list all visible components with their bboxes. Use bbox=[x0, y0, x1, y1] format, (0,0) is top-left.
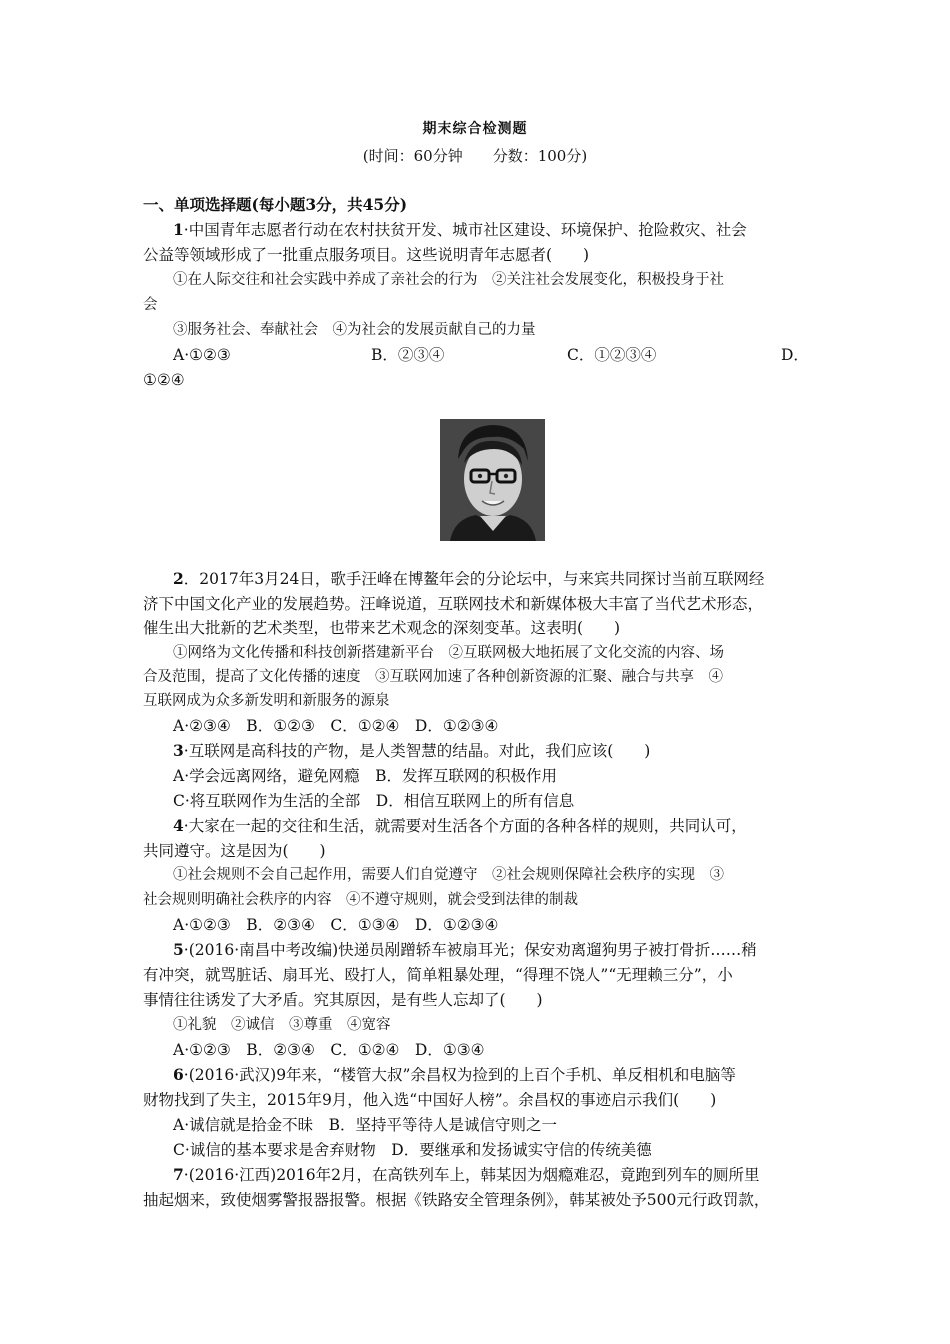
question-2-statement-cont-2: 互联网成为众多新发明和新服务的源泉 bbox=[143, 693, 390, 709]
question-5-stem: 5·(2016·南昌中考改编)快递员剐蹭轿车被扇耳光；保安劝离遛狗男子被打骨折……稍 bbox=[173, 940, 757, 959]
question-3-stem: 3·互联网是高科技的产物，是人类智慧的结晶。对此，我们应该( ) bbox=[173, 741, 651, 760]
question-7-stem: 7·(2016·江西)2016年2月，在高铁列车上，韩某因为烟瘾难忍，竟跑到列车的厕所里 bbox=[173, 1165, 760, 1184]
question-number: 3 bbox=[173, 741, 184, 760]
question-1-statement-2: ③服务社会、奉献社会 ④为社会的发展贡献自己的力量 bbox=[173, 322, 536, 338]
question-4-stem: 4·大家在一起的交往和生活，就需要对生活各个方面的各种各样的规则，共同认可， bbox=[173, 816, 747, 835]
question-2-stem: 2．2017年3月24日，歌手汪峰在博鳌年会的分论坛中，与来宾共同探讨当前互联网经 bbox=[173, 569, 765, 588]
question-2-stem-cont: 济下中国文化产业的发展趋势。汪峰说道，互联网技术和新媒体极大丰富了当代艺术形态， bbox=[143, 595, 764, 613]
option-d: D． bbox=[781, 346, 809, 364]
question-2-options: A·②③④ B．①②③ C．①②④ D．①②③④ bbox=[173, 717, 499, 735]
option-a: A·①②③ bbox=[173, 346, 231, 364]
question-2-statement-cont: 合及范围，提高了文化传播的速度 ③互联网加速了各种创新资源的汇聚、融合与共享 ④ bbox=[143, 669, 723, 685]
section-heading: 一、单项选择题(每小题3分，共45分) bbox=[143, 195, 408, 214]
question-5-options: A·①②③ B．②③④ C．①②④ D．①③④ bbox=[173, 1041, 485, 1059]
portrait-icon bbox=[440, 419, 545, 541]
exam-info: (时间：60分钟 分数：100分) bbox=[362, 147, 588, 165]
question-6-stem-cont: 财物找到了失主，2015年9月，他入选“中国好人榜”。余昌权的事迹启示我们( ) bbox=[143, 1091, 717, 1109]
question-2-stem-cont-2: 催生出大批新的艺术类型，也带来艺术观念的深刻变革。这表明( ) bbox=[143, 619, 621, 637]
question-1-statement-cont: 会 bbox=[143, 297, 158, 313]
question-6-stem: 6·(2016·武汉)9年来，“楼管大叔”余昌权为捡到的上百个手机、单反相机和电脑等 bbox=[173, 1065, 736, 1084]
question-1-stem: 1·中国青年志愿者行动在农村扶贫开发、城市社区建设、环境保护、抢险救灾、社会 bbox=[173, 220, 747, 239]
portrait-photo bbox=[440, 419, 545, 541]
question-4-statement: ①社会规则不会自己起作用，需要人们自觉遵守 ②社会规则保障社会秩序的实现 ③ bbox=[173, 867, 724, 883]
question-number: 6 bbox=[173, 1065, 184, 1084]
question-6-options-1: A·诚信就是拾金不昧 B．坚持平等待人是诚信守则之一 bbox=[173, 1116, 558, 1134]
question-number: 4 bbox=[173, 816, 184, 835]
option-b: B．②③④ bbox=[371, 346, 445, 364]
question-1-statement: ①在人际交往和社会实践中养成了亲社会的行为 ②关注社会发展变化，积极投身于社 bbox=[173, 272, 724, 288]
question-3-options-1: A·学会远离网络，避免网瘾 B．发挥互联网的积极作用 bbox=[173, 767, 558, 785]
question-number: 7 bbox=[173, 1165, 184, 1184]
question-6-options-2: C·诚信的基本要求是舍弃财物 D．要继承和发扬诚实守信的传统美德 bbox=[173, 1141, 652, 1159]
question-number: 2 bbox=[173, 569, 184, 588]
question-4-stem-cont: 共同遵守。这是因为( ) bbox=[143, 842, 326, 860]
question-1-options bbox=[173, 344, 823, 366]
question-5-stem-cont: 有冲突，就骂脏话、扇耳光、殴打人，简单粗暴处理，“得理不饶人”“无理赖三分”，小 bbox=[143, 966, 733, 984]
option-c: C．①②③④ bbox=[567, 346, 657, 364]
question-5-stem-cont-2: 事情往往诱发了大矛盾。究其原因，是有些人忘却了( ) bbox=[143, 991, 543, 1009]
question-number: 1 bbox=[173, 220, 184, 239]
question-5-statement: ①礼貌 ②诚信 ③尊重 ④宽容 bbox=[173, 1017, 391, 1033]
question-4-statement-cont: 社会规则明确社会秩序的内容 ④不遵守规则，就会受到法律的制裁 bbox=[143, 892, 578, 908]
question-number: 5 bbox=[173, 940, 184, 959]
question-7-stem-cont: 抽起烟来，致使烟雾警报器报警。根据《铁路安全管理条例》，韩某被处予500元行政罚款， bbox=[143, 1191, 770, 1209]
question-1-stem-cont: 公益等领域形成了一批重点服务项目。这些说明青年志愿者( ) bbox=[143, 246, 590, 264]
question-4-options: A·①②③ B．②③④ C．①③④ D．①②③④ bbox=[173, 916, 499, 934]
page-title: 期末综合检测题 bbox=[422, 121, 528, 137]
question-2-statement: ①网络为文化传播和科技创新搭建新平台 ②互联网极大地拓展了文化交流的内容、场 bbox=[173, 645, 724, 661]
option-d-value: ①②④ bbox=[143, 371, 185, 389]
question-3-options-2: C·将互联网作为生活的全部 D．相信互联网上的所有信息 bbox=[173, 792, 575, 810]
